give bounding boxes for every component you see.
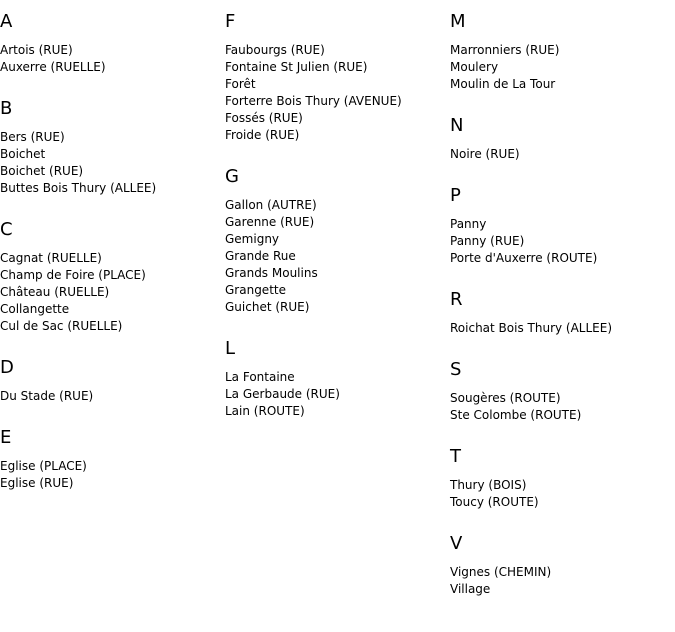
letter-heading: L (225, 338, 236, 359)
street-list (450, 390, 675, 424)
street-list (450, 42, 675, 93)
street-link[interactable]: Panny (450, 217, 487, 231)
street-link[interactable]: Artois (RUE) (0, 43, 73, 57)
street-item (0, 318, 225, 335)
street-item (0, 146, 225, 163)
street-list (225, 369, 450, 420)
street-item (0, 129, 225, 146)
street-link[interactable]: Vignes (CHEMIN) (450, 565, 552, 579)
street-item (225, 93, 450, 110)
street-link[interactable]: Toucy (ROUTE) (450, 495, 539, 509)
index-column (225, 10, 450, 441)
street-link[interactable]: Eglise (PLACE) (0, 459, 87, 473)
street-item (450, 250, 675, 267)
street-item (225, 110, 450, 127)
street-link[interactable]: Thury (BOIS) (450, 478, 527, 492)
street-list (0, 250, 225, 335)
street-item (450, 42, 675, 59)
street-item (450, 407, 675, 424)
street-list (450, 146, 675, 163)
street-link[interactable]: Lain (ROUTE) (225, 404, 305, 418)
street-item (0, 163, 225, 180)
street-item (0, 267, 225, 284)
letter-heading: C (0, 219, 13, 240)
street-item (225, 231, 450, 248)
street-item (0, 301, 225, 318)
street-link[interactable]: Porte d'Auxerre (ROUTE) (450, 251, 598, 265)
letter-heading: D (0, 357, 14, 378)
street-item (225, 248, 450, 265)
letter-group (450, 445, 675, 511)
street-item (450, 581, 675, 598)
letter-heading: F (225, 11, 236, 32)
street-link[interactable]: Grangette (225, 283, 286, 297)
street-item (225, 59, 450, 76)
street-list (225, 197, 450, 316)
street-link[interactable]: Gallon (AUTRE) (225, 198, 317, 212)
street-list (0, 42, 225, 76)
street-link[interactable]: Garenne (RUE) (225, 215, 315, 229)
street-link[interactable]: Forêt (225, 77, 256, 91)
street-item (450, 390, 675, 407)
street-list (450, 477, 675, 511)
street-item (225, 403, 450, 420)
street-list (450, 216, 675, 267)
street-link[interactable]: Gemigny (225, 232, 280, 246)
letter-group (0, 97, 225, 197)
letter-group (0, 10, 225, 76)
street-item (450, 233, 675, 250)
street-item (225, 214, 450, 231)
street-item (450, 320, 675, 337)
street-item (0, 42, 225, 59)
street-link[interactable]: Forterre Bois Thury (AVENUE) (225, 94, 402, 108)
street-link[interactable]: Collangette (0, 302, 70, 316)
street-link[interactable]: La Fontaine (225, 370, 295, 384)
letter-heading: B (0, 98, 13, 119)
letter-heading: S (450, 359, 462, 380)
street-link[interactable]: Boichet (RUE) (0, 164, 84, 178)
letter-heading: T (450, 446, 461, 467)
street-item (225, 265, 450, 282)
street-link[interactable]: Boichet (0, 147, 46, 161)
street-item (225, 369, 450, 386)
street-link[interactable]: Buttes Bois Thury (ALLEE) (0, 181, 157, 195)
index-column (0, 10, 225, 513)
street-item (225, 42, 450, 59)
street-item (450, 477, 675, 494)
letter-group (450, 358, 675, 424)
street-item (450, 494, 675, 511)
letter-group (450, 532, 675, 598)
street-link[interactable]: Moulery (450, 60, 499, 74)
street-item (225, 76, 450, 93)
street-link[interactable]: Faubourgs (RUE) (225, 43, 325, 57)
street-list (450, 320, 675, 337)
street-list (450, 564, 675, 598)
street-link[interactable]: Ste Colombe (ROUTE) (450, 408, 582, 422)
letter-group (225, 10, 450, 144)
street-list (225, 42, 450, 144)
street-item (0, 475, 225, 492)
street-item (450, 216, 675, 233)
street-item (0, 250, 225, 267)
letter-heading: R (450, 289, 463, 310)
letter-group (0, 356, 225, 405)
street-link[interactable]: Château (RUELLE) (0, 285, 110, 299)
street-link[interactable]: Cul de Sac (RUELLE) (0, 319, 123, 333)
letter-heading: P (450, 185, 461, 206)
street-link[interactable]: Eglise (RUE) (0, 476, 74, 490)
street-link[interactable]: Sougères (ROUTE) (450, 391, 561, 405)
street-item (450, 76, 675, 93)
letter-heading: E (0, 427, 12, 448)
street-item (0, 388, 225, 405)
street-item (450, 59, 675, 76)
street-link[interactable]: Noire (RUE) (450, 147, 520, 161)
street-link[interactable]: Froide (RUE) (225, 128, 300, 142)
street-item (225, 282, 450, 299)
street-link[interactable]: Bers (RUE) (0, 130, 65, 144)
letter-heading: N (450, 115, 464, 136)
street-link[interactable]: Fossés (RUE) (225, 111, 303, 125)
street-link[interactable]: Fontaine St Julien (RUE) (225, 60, 368, 74)
street-item (0, 180, 225, 197)
letter-group (450, 10, 675, 93)
street-link[interactable]: Moulin de La Tour (450, 77, 556, 91)
street-link[interactable]: Village (450, 582, 491, 596)
letter-heading: A (0, 11, 13, 32)
street-item (0, 458, 225, 475)
letter-group (450, 184, 675, 267)
letter-heading: V (450, 533, 463, 554)
street-link[interactable]: Roichat Bois Thury (ALLEE) (450, 321, 613, 335)
street-list (0, 458, 225, 492)
street-item (225, 127, 450, 144)
street-item (450, 146, 675, 163)
letter-group (225, 165, 450, 316)
street-item (225, 386, 450, 403)
street-link[interactable]: Grande Rue (225, 249, 296, 263)
street-link[interactable]: Cagnat (RUELLE) (0, 251, 102, 265)
street-link[interactable]: Panny (RUE) (450, 234, 525, 248)
street-item (225, 299, 450, 316)
street-link[interactable]: Champ de Foire (PLACE) (0, 268, 146, 282)
street-link[interactable]: Marronniers (RUE) (450, 43, 560, 57)
street-item (0, 284, 225, 301)
letter-group (225, 337, 450, 420)
street-item (0, 59, 225, 76)
letter-group (450, 288, 675, 337)
letter-heading: M (450, 11, 466, 32)
index-column (450, 10, 675, 619)
letter-heading: G (225, 166, 239, 187)
street-item (450, 564, 675, 581)
street-link[interactable]: La Gerbaude (RUE) (225, 387, 340, 401)
letter-group (450, 114, 675, 163)
street-item (225, 197, 450, 214)
street-link[interactable]: Guichet (RUE) (225, 300, 310, 314)
street-link[interactable]: Grands Moulins (225, 266, 318, 280)
street-list (0, 388, 225, 405)
letter-group (0, 426, 225, 492)
letter-group (0, 218, 225, 335)
street-list (0, 129, 225, 197)
street-link[interactable]: Auxerre (RUELLE) (0, 60, 106, 74)
street-link[interactable]: Du Stade (RUE) (0, 389, 94, 403)
